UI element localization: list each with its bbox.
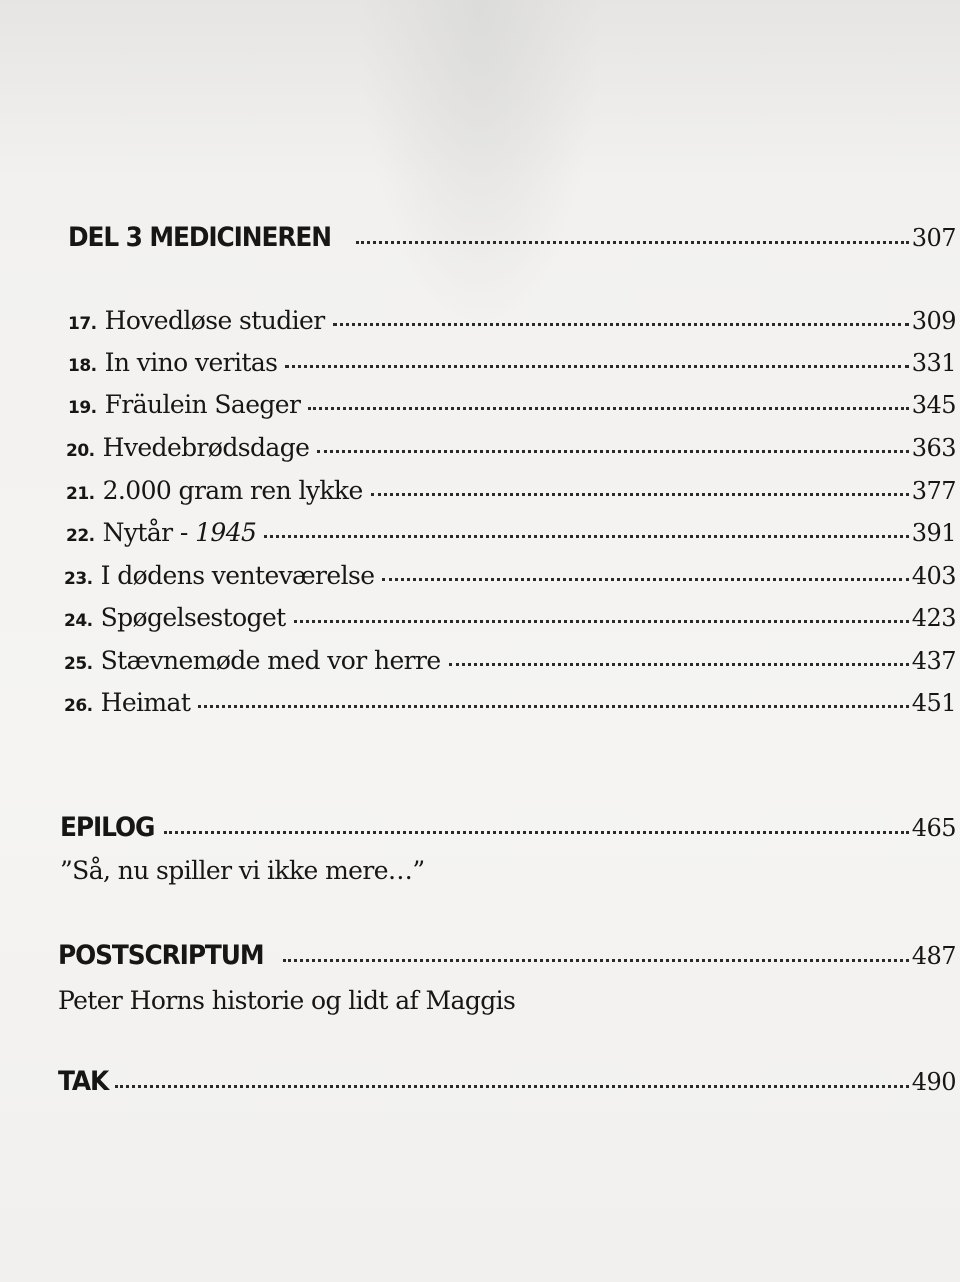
toc-entry-epilog (60, 812, 956, 843)
toc-entry-chapter (66, 476, 956, 505)
chapter-number: 26. (64, 696, 93, 716)
chapter-number: 24. (64, 611, 93, 631)
chapter-number: 21. (66, 484, 95, 504)
page-number: 403 (911, 562, 956, 590)
chapter-title-year: 1945 (195, 518, 257, 547)
chapter-title: Spøgelsestoget (100, 603, 286, 632)
page-number: 487 (911, 942, 956, 970)
chapter-number: 23. (64, 569, 93, 589)
page-number: 363 (911, 434, 956, 462)
page-number: 309 (911, 307, 956, 335)
dot-leader (382, 578, 908, 581)
toc-entry-chapter (66, 518, 956, 547)
page-number: 490 (911, 1068, 956, 1096)
chapter-title: Heimat (100, 688, 191, 717)
toc-entry-chapter (66, 433, 956, 462)
dot-leader (308, 407, 908, 410)
toc-entry-chapter (68, 306, 956, 335)
chapter-title: Fräulein Saeger (104, 390, 301, 419)
chapter-number: 17. (68, 314, 97, 334)
page-number: 307 (911, 224, 956, 252)
page-number: 423 (911, 604, 956, 632)
chapter-number: 19. (68, 398, 97, 418)
chapter-title: Hovedløse studier (104, 306, 325, 335)
part-heading-label: DEL 3 MEDICINEREN (68, 222, 331, 253)
chapter-title: In vino veritas (104, 348, 278, 377)
dot-leader (317, 450, 908, 453)
chapter-title: Stævnemøde med vor herre (100, 646, 441, 675)
chapter-title: 2.000 gram ren lykke (102, 476, 363, 505)
postscriptum-label: POSTSCRIPTUM (58, 940, 264, 971)
toc-entry-chapter (64, 603, 956, 632)
toc-entry-chapter (68, 390, 956, 419)
page-number: 345 (911, 391, 956, 419)
chapter-title: I dødens venteværelse (100, 561, 375, 590)
dot-leader (371, 493, 909, 496)
dot-leader (115, 1085, 909, 1088)
dot-leader (264, 535, 908, 538)
toc-entry-tak (58, 1066, 956, 1097)
dot-leader (333, 323, 909, 326)
page-number: 377 (911, 477, 956, 505)
chapter-number: 18. (68, 356, 97, 376)
toc-entry-chapter (64, 561, 956, 590)
dot-leader (449, 663, 909, 666)
dot-leader (164, 831, 908, 834)
chapter-number: 20. (66, 441, 95, 461)
toc-entry-part3 (68, 222, 956, 253)
page-number: 437 (911, 647, 956, 675)
dot-leader (294, 620, 909, 623)
page-number: 465 (911, 814, 956, 842)
chapter-title-text: Nytår - (102, 518, 196, 547)
chapter-title (103, 518, 257, 547)
chapter-number: 25. (64, 654, 93, 674)
dot-leader (356, 241, 909, 244)
dot-leader (283, 959, 908, 962)
chapter-title: Hvedebrødsdage (102, 433, 310, 462)
toc-entry-chapter (68, 348, 956, 377)
tak-label: TAK (58, 1066, 109, 1097)
chapter-number: 22. (66, 526, 95, 546)
postscriptum-subtitle: Peter Horns historie og lidt af Maggis (58, 986, 516, 1015)
toc-entry-chapter (64, 646, 956, 675)
toc-entry-postscriptum (58, 940, 956, 971)
page-number: 451 (911, 689, 956, 717)
epilog-label: EPILOG (60, 812, 155, 843)
epilog-subtitle: ”Så, nu spiller vi ikke mere…” (60, 856, 425, 885)
dot-leader (285, 365, 908, 368)
dot-leader (198, 705, 908, 708)
toc-entry-chapter (64, 688, 956, 717)
page-number: 391 (911, 519, 956, 547)
page-number: 331 (911, 349, 956, 377)
